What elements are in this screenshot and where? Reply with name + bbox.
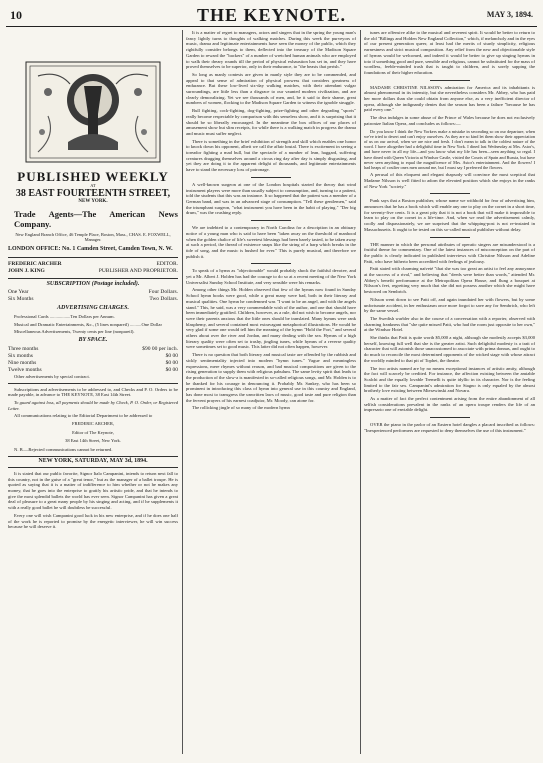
article-paragraph: Nilsson went down to see Patti off, and again inundated her with flowers, but by some unfortunate accident, in her enthusiasm once more forgot to save any for Sembrich, who left by the same vessel. — [364, 296, 535, 314]
column-rule — [182, 30, 183, 754]
article-paragraph: OVER the piano in the parlor of an Eastern hotel dangles a placard inscribed as follows: "Inexperienced performers are requested to deny themselves the use of this instrument." — [364, 422, 535, 433]
subscription-row: Six Months Two Dollars. — [8, 296, 178, 303]
publisher-role: PUBLISHER AND PROPRIETOR. — [98, 267, 178, 274]
article-paragraph: Patti stated with charming naïveté "that she was too great an artist to feel any annoyance at the success of a rival," and believing that "deeds were better than words," attended Mr. Abbey's benefit performance at the Metropolitan Opera House, and flung a bouquet at Nilsson's feet, regretting very much that she did not possess another which she might have bestowed on Sembrich. — [364, 266, 535, 295]
article-paragraph: Bull fighting, cock-fighting, dog-fighting, prize-fighting and other degrading "sports" really become respectable by comparison with this senseless show, and it is surprising that it should be so liberally encouraged. In the meantime the box offices of our places of amusement show but slim receipts, for while there is a walking match in progress the drama and music must suffer neglect. — [186, 108, 356, 136]
divider — [251, 220, 291, 221]
notice: Editor of The Keynote, — [72, 429, 114, 435]
at-label: AT — [90, 182, 96, 188]
advertising-line: Miscellaneous Advertisements, Twenty cents per line (nonpareil). — [14, 329, 135, 335]
keynote-emblem — [8, 56, 178, 166]
newspaper-page — [6, 4, 537, 755]
notice: All communications relating to the Editorial Department to be addressed to — [14, 413, 153, 419]
article-paragraph: MADAME CHRISTINE NILSSON's admiration for America and its inhabitants is almost phenomenal in its intensity, but she nevertheless considers Mr. Abbey, who has paid her more dollars than she could obtain from anyone else, as a very inefficient director of opera, although she indignantly denies that the season has been a failure "because he has paid every one." — [364, 84, 535, 113]
office-city: NEW YORK. — [78, 198, 108, 204]
divider — [8, 383, 178, 384]
notice: N. B.—Rejected communications cannot be returned. — [14, 446, 113, 452]
space-row: Twelve months $0 00 — [8, 366, 178, 373]
divider — [8, 278, 178, 279]
subscription-heading: SUBSCRIPTION (Postage included). — [46, 280, 140, 287]
office-address: 38 EAST FOURTEENTH STREET, — [15, 188, 171, 200]
space-row: Three months $90 00 per inch. — [8, 345, 178, 352]
special-contract: Other advertisements by special contract. — [14, 373, 90, 379]
article-paragraph: We are indebted to a contemporary in North Carolina for a description in an obituary notice of a young man who is said to have been "taken away on the threshold of manhood when the golden chalice of life's sweetest blessings had been barely tasted, to be taken away at such a period, the thread of existence snaps like the string of a harp which breaks in the tide of song, and the music is hushed for ever." This is purely musical, and therefore we publish it. — [186, 225, 356, 259]
column-3 — [364, 30, 535, 754]
notice: To guard against loss, all payments should be made by Check, P. O. Order, or Registered Letter. — [8, 399, 178, 411]
emblem-illustration — [8, 56, 178, 166]
article-paragraph: Among other things Mr. Holden observed that few of the hymns now found in Sunday School hymn books were good, while a great many were bad, both in their literary and musical qualities. One hymn he condemned was "I want to be an angel, and with the angels stand." This, he said, was a very commendable wish of the author, and one that should have been immediately gratified. Children, however, as a rule, did not wish to become angels, nor were their parents anxious that the little ones should be translated. Many hymns were rank blasphemy, and several contained most extravagant metaphorical illustrations. He would be very glad if some one would tell him the meaning of the hymn "Hold the Fort," and several others about over the river and Jordan, and many dealing with the sea. Hymns of a high literary quality were often set to trashy, jingling tunes, while hymns of a reverse quality were sometimes set to good music. This latter did not often happen, however. — [186, 287, 356, 350]
notice: FREDERIC ARCHER, — [71, 421, 114, 427]
advertising-line: Professional Cards ..................Ten Dollars per Annum. — [14, 314, 115, 320]
article-paragraph: As a matter of fact the perfect contentment arising from the entire abandonment of all selfish considerations prevalent in the ranks of an opera troupe renders the life of an impresario one of enviable delight. — [364, 396, 535, 413]
article-paragraph: The two artists named are by no means exceptional instances of artistic amity, although the fact will scarcely be credited. For instance, the affection existing between the amiable Scalchi and the equally lovable Tremelli is quite idyllic in its character. Nor is the feeling limited to the fair sex. Campanini's admiration for Stagno is only equaled by the almost brotherly love existing between Mierzwinski and Novara. — [364, 365, 535, 394]
article-paragraph: THE manner in which the personal attributes of operatic singers are misunderstood is a fruitful theme for commentary. One of the latest instances of misconception on the part of the public is clearly indicated in published interviews with Christine Nilsson and Adeline Patti, who have hitherto been accredited with feelings of jealousy. — [364, 241, 535, 264]
editor-role: EDITOR. — [156, 260, 178, 267]
article-paragraph: She thinks that Patti is quite worth $5,000 a night, although she modestly accepts $3,000 herself, knowing full well that she is the greater artist. Such delightful modesty is a trait of character that will astonish those unaccustomed to associate with prima donnas, and ought to do much to reconcile the most determined opponents of the wicked stage with whose attract the worldly minded to that pit of Tophet, the theatre. — [364, 335, 535, 363]
divider — [430, 193, 470, 194]
trade-agents: Trade Agents—The American News Company. — [14, 208, 178, 229]
publisher-name: JOHN J. KING — [8, 267, 45, 274]
quoted-passage: Do you know I think the New Yorkers make a mistake in seconding so on our departure, when we've tried to desert and can't enjoy ourselves. As they are so kind let them show their appreciation of us on our arrival, when we are nice and fresh. I don't mean to talk in the coldest nature of the word. I have altogether had a delightful time in New York. I dined last Wednesday at Mrs. Astor's, and have never in all my life—and you know what my life has been—seen anything so regal. I have dined with Queen Victoria at Windsor Castle, visited the Courts of Spain and Russia, but have never seen anything to equal the magnificence of Mrs. Astor's entertainment. And the flowers! I had heaps of costlier ones men around me, but I must say I preferred the flowers. — [364, 128, 535, 170]
article-paragraph: There is no question that both literary and musical taste are offended by the rubbish and sickly sentimentality injected into modern "hymn tunes." Vague and meaningless expressions, mere rhymes without reason, and bad musical compositions are given to the rising generation to supply them with religious pabulum. The same levity spirit that leads to the production of the slow-a is manifested in so-called religious songs, and Mr. Holden is to be thanked for his courage in denouncing it. Probably Mr. Sankey, who has been so prominent in introducing this class of hymn into general use in this country and England, has done most to transgress the unwritten laws of music, good taste and pure religion than the fervent prayers of his earnest coadjutor, Mr. Moody, can atone for. — [186, 352, 356, 403]
article-paragraph: A perusal of this eloquent and elegant rhapsody will convince the most sceptical that Madame Nilsson is well fitted to adorn the elevated position which she enjoys in the ranks of New York "society." — [364, 172, 535, 189]
column-2 — [186, 30, 356, 754]
issue-dateline: NEW YORK, SATURDAY, MAY 3d, 1894. — [8, 456, 178, 468]
boston-branch: New England Branch Office, 46 Temple Place, Boston, Mass., CHAS. E. FOXWELL, Manager. — [15, 231, 171, 243]
advertising-line: Musical and Dramatic Entertainments, &c., (5 lines nonpareil) ..........One Dollar — [14, 321, 162, 327]
published-weekly: PUBLISHED WEEKLY — [17, 169, 169, 184]
article-paragraph: To speak of a hymn as "objectionable" would probably shock the faithful devotee, and yet a Mr. Albert J. Holden has had the courage to do so at a recent meeting of the New York Universalist Sunday School Institute, and very sensible were his remarks. — [186, 268, 356, 285]
space-row: Nine months $0 00 — [8, 359, 178, 366]
article-paragraph: It is a matter of regret to managers, actors and singers that in the spring the young man's fancy lightly turns to thoughts of walking matches. During this week the purveyors of music, drama and legitimate entertainments have seen the money of the public, which they rightfully consider belongs to them, deflected into the treasury of the Madison Square Garden to reward the "backers" of a number of wretched human animals who are employed to walk their dreary rounds till the period of physical exhaustion has set in, and they have proved themselves to be superior, only in their endurance, to "the beasts that perish." — [186, 30, 356, 70]
space-row: Six months $0 00 — [8, 352, 178, 359]
article-paragraph: Punk says that a Boston publisher, whose name we withhold for fear of advertising him, announces that he has a book which will enable any one to play on the cornet in a short time, for seventy-five cents. It is a great pity that it is not a book that will make it impossible to learn to play on the cornet in a life-time. And, when we read the advertisement calmly, coolly and dispassionately, we are surprised that the whipping-post is not re-instated in Massachusetts. It ought to be tested on this so-called musical publisher without delay. — [364, 198, 535, 232]
column-rule — [360, 30, 361, 754]
page-number: 10 — [10, 8, 22, 22]
notice: Subscriptions and advertisements to be addressed to, and Checks and P. O. Orders to be made payable, in advance to THE KEYNOTE, 38 East 14th Street. — [8, 386, 178, 398]
editor-name: FREDERIC ARCHER — [8, 260, 62, 267]
column-1 — [8, 30, 178, 754]
publisher-line — [8, 268, 178, 275]
article-paragraph: The diva indulges in some abuse of the Prince of Wales because he does not exclusively patronize Italian Opera, and concludes as follows:— — [364, 115, 535, 126]
subscription-row: One Year Four Dollars. — [8, 289, 178, 296]
article-paragraph: A well-known surgeon at one of the London hospitals started the theory that wind instrument players were more than usually subject to consumption, and, turning to a patient, told the students that this was an instance. It so happened that the patient was a member of a German band, and was in an advanced stage of consumption. "Tell these gentlemen," said the triumphant surgeon, "what instrument you have been in the habit of playing." "Der big drum," was the crushing reply. — [186, 181, 356, 216]
divider — [251, 263, 291, 264]
advertising-heading: ADVERTISING CHARGES. — [56, 305, 130, 312]
divider — [8, 257, 178, 258]
by-space-heading: BY SPACE. — [78, 337, 108, 344]
divider — [251, 177, 291, 178]
article-paragraph: The rollicking jingle of so many of the modern hymn — [192, 405, 290, 411]
london-office: LONDON OFFICE: No. 1 Camden Street, Camden Town, N. W. — [8, 245, 173, 252]
article-paragraph: Every one will wish Campanini good luck in his new enterprise, and if he does one half of the work he is reported to promise by the energetic interviewer, he will win success because he will deserve it. — [8, 512, 178, 530]
divider — [430, 80, 470, 81]
article-paragraph: tunes are offensive alike to the musical and reverent spirit. It would be better to return to the old "Billings and Holden New England Collection," which, if melancholy and in the eyes of our present generation queer, at least had the merits of sturdy simplicity, religious earnestness and strict musical composition. Any relief from the new and objectionable style of hymns would be welcomed, and indeed it would be better to give up singing hymns in toto if something good and pure, sensible and religious, cannot be substituted for the mass of wordless, feeble-minded trash that is taught to children, and is sorely sapping the foundations of their higher education. — [364, 30, 535, 75]
page-header — [6, 4, 537, 27]
divider — [430, 417, 470, 418]
article-paragraph: There is something in the brief exhibition of strength and skill which enables one honor to knock down his opponent, albeit we call the affair brutal. There is excitement in seeing a toreador fighting a mad bull, but the spectacle of a number of lean, haggard, suffering creatures dragging themselves around a circus ring day after day is simply disgusting, and yet they are doing it to the apparent delight of thousands, and legitimate entertainments have to stand the necessary loss of patronage. — [186, 138, 356, 173]
header-date: MAY 3, 1894. — [486, 10, 533, 19]
article-paragraph: It is stated that our public favorite, Signor Italo Campanini, intends to return next fall to this country, not in the guise of a "great tenor," but as the manager of a ballet troupe. He is quoted as saying that it is a matter of indifference to him whether or not he makes any money, that he goes into the enterprise to gratify his artistic pride, and that he intends to give the most splendid ballets the world has ever seen. Signor Campanini has given a great deal of pleasure to a great many people by his singing and acting, and if he supplements it with a really good ballet he will doubtless be successful. — [8, 470, 178, 511]
article-paragraph: The Swedish warbler also in the course of a conversation with a reporter, observed with charming frankness that "she quite missed Patti, who had the room just opposite to her own," at the Windsor Hotel. — [364, 315, 535, 333]
notice: 38 East 14th Street, New York. — [65, 438, 121, 444]
article-paragraph: So long as manly contests are given in manly style they are to be commended, and appeal to that sense of admiration of physical prowess that considers greatness of endurance. But these low-lived six-day walking matches, with their attendant vulgar surroundings, are little less than a disgrace to our vaunted modern civilization, and are clearly demoralizing. Yet we see thousands of men, and, be it said to their shame, great numbers of women, flocking to the Madison Square Garden to witness the ignoble struggle. — [186, 71, 356, 106]
newspaper-title: THE KEYNOTE. — [196, 5, 347, 25]
columns — [6, 30, 537, 754]
editor-line — [8, 261, 178, 268]
divider — [430, 237, 470, 238]
